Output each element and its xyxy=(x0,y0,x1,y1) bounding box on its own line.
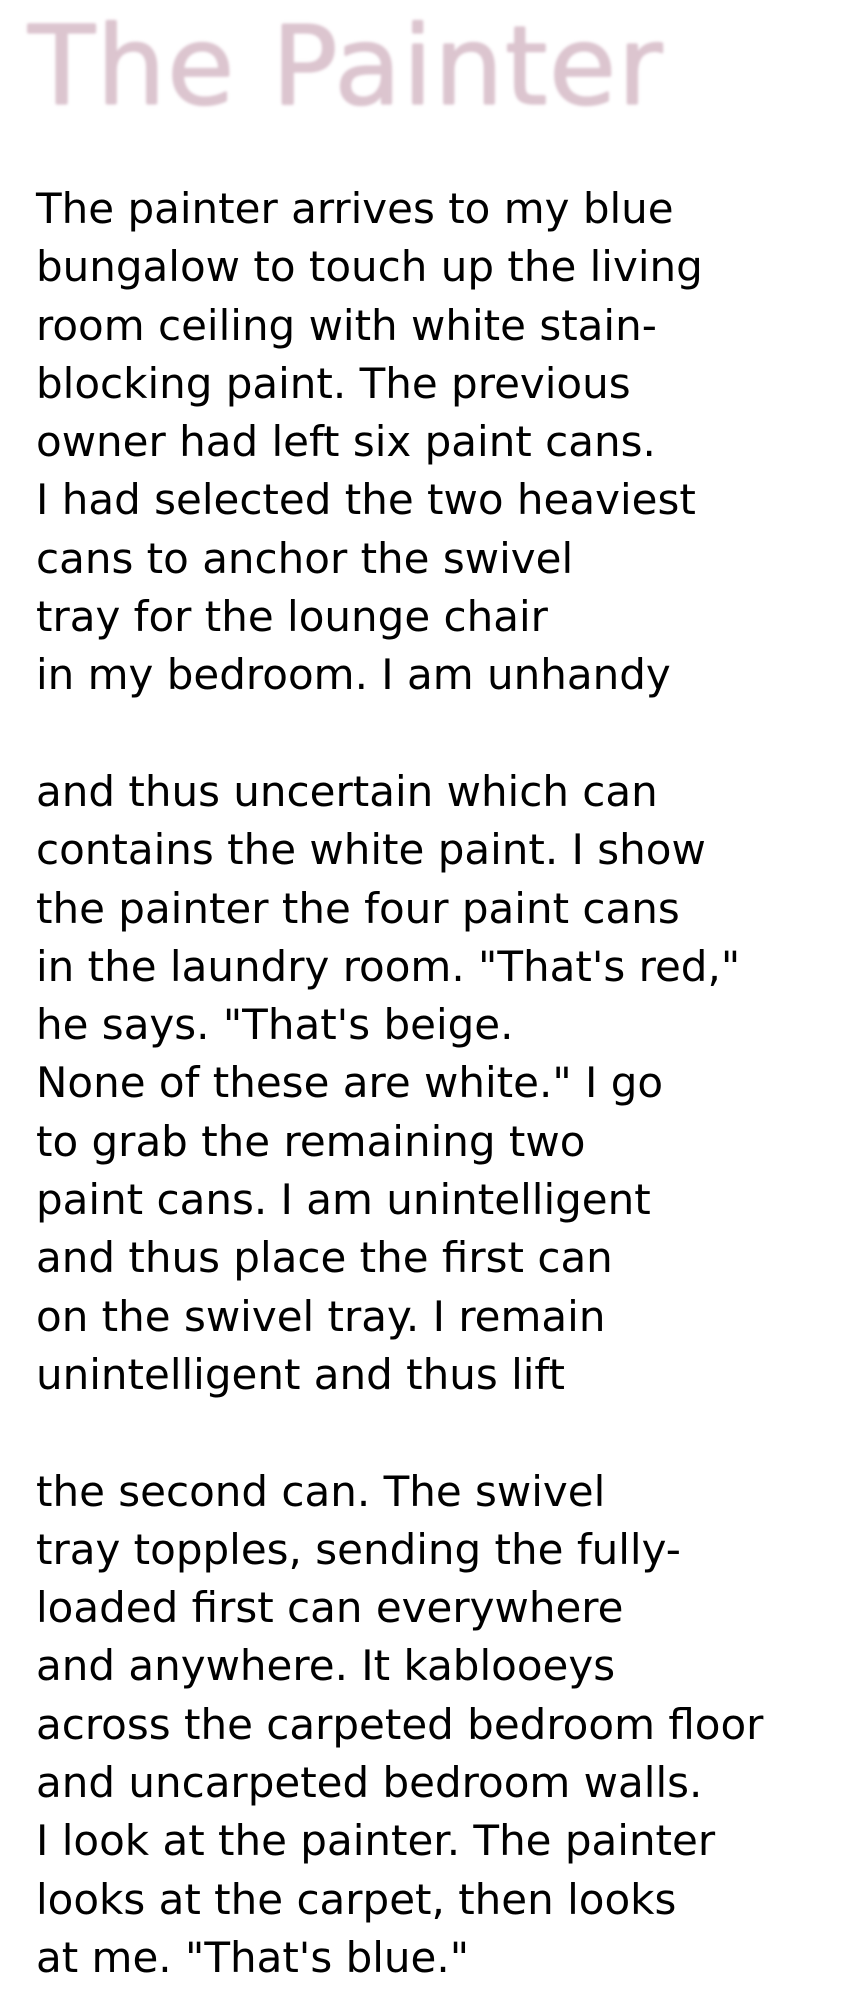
poem-line: to grab the remaining two xyxy=(36,1116,586,1166)
poem-line: in the laundry room. "That's red," xyxy=(36,941,741,991)
poem-line: and uncarpeted bedroom walls. xyxy=(36,1758,703,1808)
poem-line: across the carpeted bedroom floor xyxy=(36,1699,764,1749)
poem-line: looks at the carpet, then looks xyxy=(36,1874,677,1924)
poem-line: I had selected the two heaviest xyxy=(36,475,696,525)
poem-line: I look at the painter. The painter xyxy=(36,1816,716,1866)
poem-line: the painter the four paint cans xyxy=(36,883,680,933)
poem-line: cans to anchor the swivel xyxy=(36,533,574,583)
poem-line: room ceiling with white stain- xyxy=(36,300,657,350)
poem-line: owner had left six paint cans. xyxy=(36,417,656,467)
stanza-1 xyxy=(36,180,836,705)
poem-line: loaded first can everywhere xyxy=(36,1583,624,1633)
poem-line: bungalow to touch up the living xyxy=(36,242,703,292)
stanza-break xyxy=(36,705,836,763)
poem-line: and anywhere. It kablooeys xyxy=(36,1641,616,1691)
poem-body xyxy=(36,180,836,1987)
poem-line: tray topples, sending the fully- xyxy=(36,1524,681,1574)
poem-line: blocking paint. The previous xyxy=(36,358,631,408)
poem-line: None of these are white." I go xyxy=(36,1058,664,1108)
page-title: The Painter xyxy=(28,2,664,130)
poem-line: unintelligent and thus lift xyxy=(36,1349,565,1399)
stanza-3 xyxy=(36,1463,836,1988)
poem-line: on the swivel tray. I remain xyxy=(36,1291,606,1341)
stanza-2 xyxy=(36,763,836,1404)
poem-line: at me. "That's blue." xyxy=(36,1932,470,1982)
poem-line: paint cans. I am unintelligent xyxy=(36,1175,651,1225)
poem-line: and thus place the first can xyxy=(36,1233,613,1283)
poem-line: he says. "That's beige. xyxy=(36,1000,514,1050)
poem-line: the second can. The swivel xyxy=(36,1466,606,1516)
poem-line: in my bedroom. I am unhandy xyxy=(36,650,671,700)
poem-line: tray for the lounge chair xyxy=(36,592,548,642)
stanza-break xyxy=(36,1404,836,1462)
poem-line: The painter arrives to my blue xyxy=(36,184,674,233)
poem-line: and thus uncertain which can xyxy=(36,766,658,816)
poem-line: contains the white paint. I show xyxy=(36,825,706,875)
